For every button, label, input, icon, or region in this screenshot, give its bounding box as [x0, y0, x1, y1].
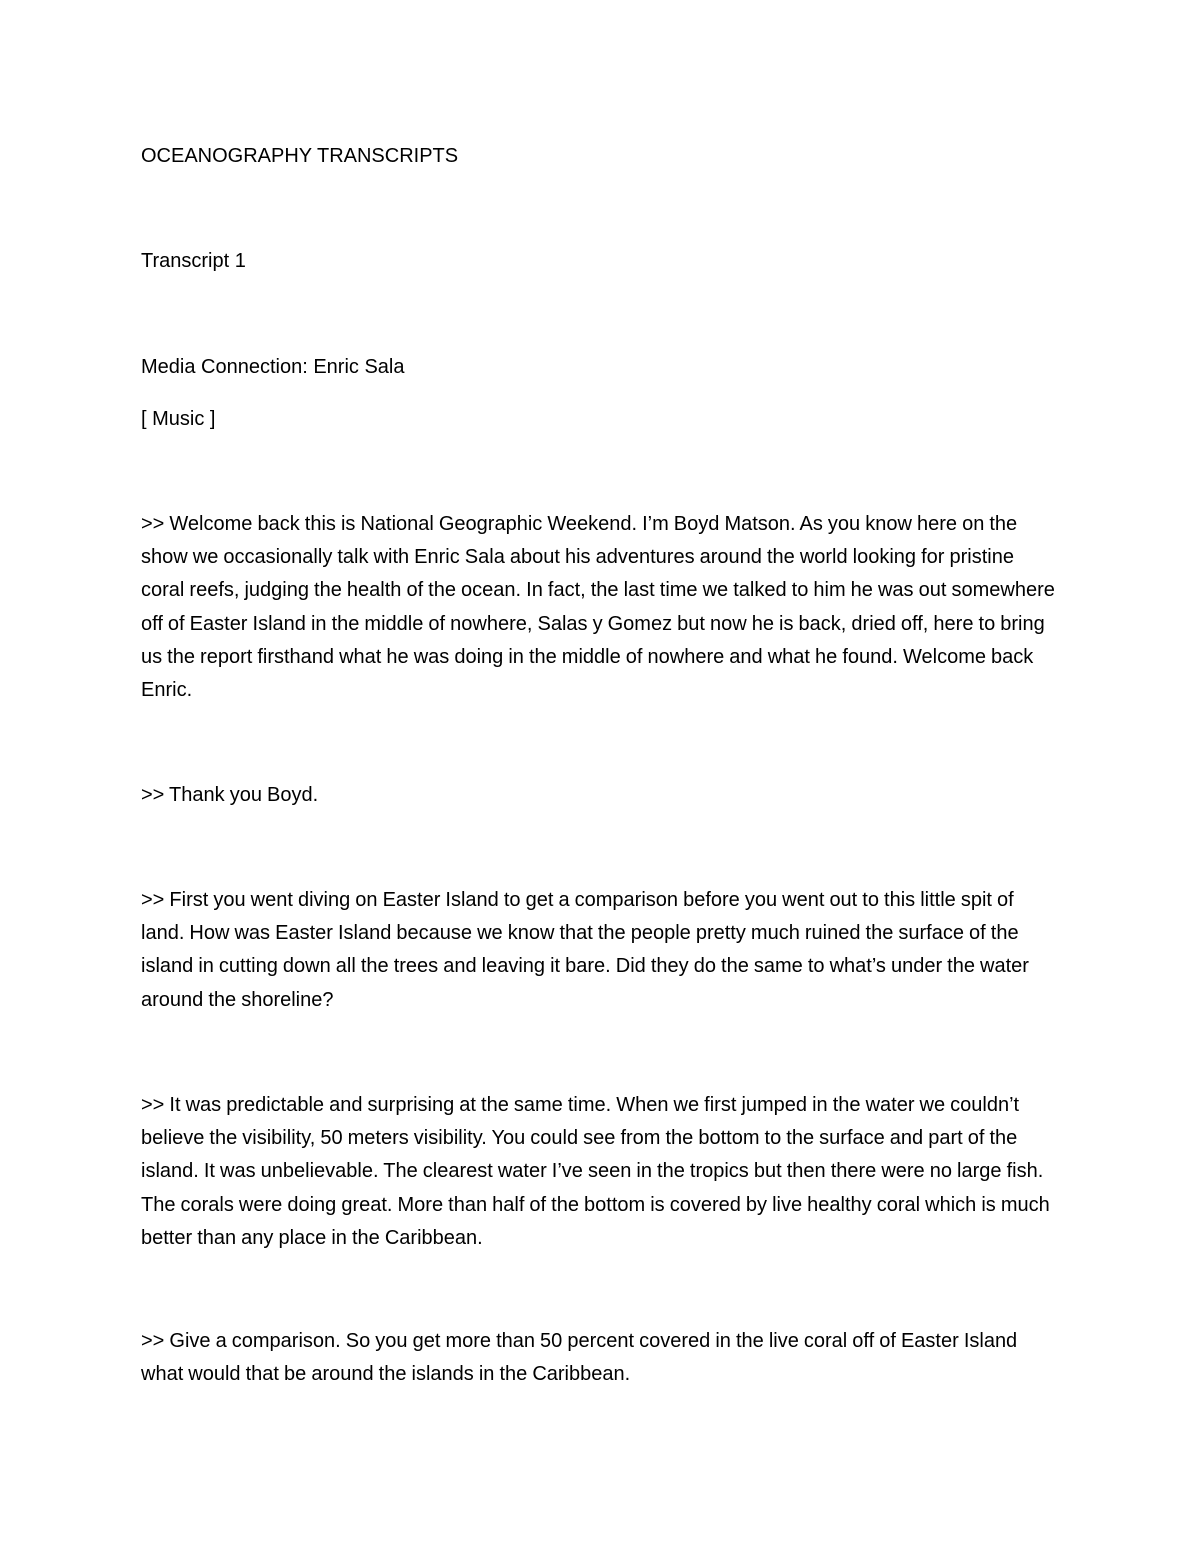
transcript-subtitle: Transcript 1: [141, 250, 246, 272]
media-connection-heading: Media Connection: Enric Sala: [141, 356, 405, 378]
transcript-paragraph: >> Give a comparison. So you get more than 50 percent covered in the live coral off of Easter Island what would that be around the islands in the Caribbean.: [141, 1330, 1018, 1386]
music-cue: [ Music ]: [141, 408, 216, 430]
document-title: OCEANOGRAPHY TRANSCRIPTS: [141, 145, 459, 167]
transcript-paragraph: >> Welcome back this is National Geographic Weekend. I’m Boyd Matson. As you know here on the show we occasionally talk with Enric Sala about his adventures around the world looking for pristine coral reefs, judging the health of the ocean. In fact, the last time we talked to him he was out somewhere off of Easter Island in the middle of nowhere, Salas y Gomez but now he is back, dried off, here to bring us the report firsthand what he was doing in the middle of nowhere and what he found. Welcome back Enric.: [141, 513, 1055, 702]
transcript-paragraph: >> It was predictable and surprising at the same time. When we first jumped in the water we couldn’t believe the visibility, 50 meters visibility. You could see from the bottom to the surface and part of the island. It was unbelievable. The clearest water I’ve seen in the tropics but then there were no large fish. The corals were doing great. More than half of the bottom is covered by live healthy coral which is much better than any place in the Caribbean.: [141, 1094, 1050, 1249]
transcript-paragraph: >> First you went diving on Easter Island to get a comparison before you went out to this little spit of land. How was Easter Island because we know that the people pretty much ruined the surface of the island in cutting down all the trees and leaving it bare. Did they do the same to what’s under the water around the shoreline?: [141, 889, 1029, 1011]
transcript-paragraph: >> Thank you Boyd.: [141, 784, 319, 806]
